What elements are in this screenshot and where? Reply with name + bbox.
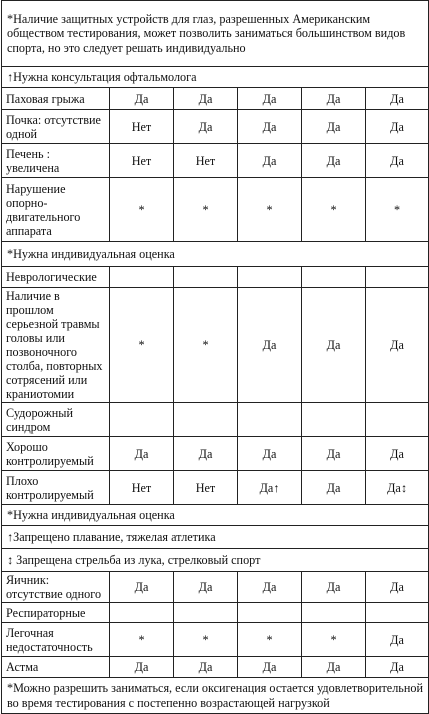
row-label: Нарушение опорно-двигательного аппарата: [2, 178, 110, 242]
table-cell: Да: [366, 288, 429, 403]
table-cell: [110, 603, 174, 623]
table-row: [2, 437, 429, 471]
table-cell: [110, 403, 174, 437]
table-cell: *: [238, 178, 302, 242]
row-label: Наличие в прошлом серьезной травмы головы или позвоночного столба, повторных сотрясений или краниотомии: [2, 288, 110, 403]
table-cell: Да: [174, 437, 238, 471]
table-cell: Да: [302, 657, 366, 678]
table-row: [2, 603, 429, 623]
table-cell: Да: [238, 144, 302, 178]
table-row: [2, 1, 429, 67]
table-row: [2, 678, 429, 714]
table-row: [2, 88, 429, 110]
table-cell: [302, 403, 366, 437]
note-text: ↕ Запрещена стрельба из лука, стрелковый спорт: [2, 549, 429, 572]
row-label: Хорошо контролируемый: [2, 437, 110, 471]
table-cell: Да: [238, 88, 302, 110]
table-cell: Да: [302, 288, 366, 403]
table-row: [2, 623, 429, 657]
table-cell: [174, 267, 238, 288]
table-row: [2, 505, 429, 526]
table-cell: [366, 403, 429, 437]
table-cell: *: [110, 178, 174, 242]
table-cell: Да: [238, 288, 302, 403]
row-label: Паховая грыжа: [2, 88, 110, 110]
table-row: [2, 403, 429, 437]
table-cell: Да: [302, 437, 366, 471]
table-cell: *: [238, 623, 302, 657]
table-cell: [238, 603, 302, 623]
table-cell: Да: [366, 437, 429, 471]
table-cell: Да: [366, 110, 429, 144]
table-cell: [302, 603, 366, 623]
table-cell: Да: [238, 437, 302, 471]
note-text: ↑Нужна консультация офтальмолога: [2, 67, 429, 88]
table-cell: *: [110, 288, 174, 403]
note-text: *Можно разрешить заниматься, если оксигенация остается удовлетворительной во время тестирования с постепенно возрастающей нагрузкой: [2, 678, 429, 714]
table-cell: Да: [366, 144, 429, 178]
table-row: [2, 110, 429, 144]
table-cell: Да: [238, 110, 302, 144]
table-cell: *: [302, 623, 366, 657]
table-row: [2, 657, 429, 678]
table-row: [2, 267, 429, 288]
table-row: [2, 242, 429, 267]
table-cell: Нет: [110, 471, 174, 505]
table-row: [2, 471, 429, 505]
table-cell: [238, 403, 302, 437]
table-cell: Да↕: [366, 471, 429, 505]
note-text: *Наличие защитных устройств для глаз, разрешенных Американским обществом тестирования, может позволить заниматься большинством видов спорта, но это следует решать индивидуально: [2, 1, 429, 67]
table-cell: Нет: [110, 144, 174, 178]
table-cell: *: [174, 288, 238, 403]
table-cell: *: [110, 623, 174, 657]
table-cell: *: [174, 623, 238, 657]
row-label: Печень : увеличена: [2, 144, 110, 178]
table-cell: Да: [110, 437, 174, 471]
table-cell: Да: [302, 144, 366, 178]
table-cell: Да: [366, 572, 429, 603]
table-cell: [238, 267, 302, 288]
table-cell: Да: [238, 657, 302, 678]
table-cell: *: [302, 178, 366, 242]
table-cell: Да: [302, 110, 366, 144]
row-label: Легочная недостаточность: [2, 623, 110, 657]
table-row: [2, 526, 429, 549]
table-cell: Да: [366, 657, 429, 678]
table-cell: Да: [174, 657, 238, 678]
table-cell: [110, 267, 174, 288]
row-label: Яичник: отсутствие одного: [2, 572, 110, 603]
note-text: *Нужна индивидуальная оценка: [2, 505, 429, 526]
table-cell: Нет: [110, 110, 174, 144]
table-row: [2, 572, 429, 603]
row-label: Почка: отсутствие одной: [2, 110, 110, 144]
row-label: Судорожный синдром: [2, 403, 110, 437]
table-cell: *: [174, 178, 238, 242]
table-cell: Да: [110, 572, 174, 603]
table-cell: Да: [174, 572, 238, 603]
table-row: [2, 67, 429, 88]
table-cell: Да: [110, 88, 174, 110]
table-row: [2, 178, 429, 242]
table-cell: [366, 267, 429, 288]
row-label: Респираторные: [2, 603, 110, 623]
table-cell: Да: [302, 471, 366, 505]
table-cell: Да: [366, 88, 429, 110]
table-cell: Да↑: [238, 471, 302, 505]
table-row: [2, 288, 429, 403]
row-label: Неврологические: [2, 267, 110, 288]
row-label: Плохо контролируемый: [2, 471, 110, 505]
table-cell: Да: [174, 110, 238, 144]
row-label: Астма: [2, 657, 110, 678]
table-cell: Да: [302, 572, 366, 603]
table-cell: Нет: [174, 471, 238, 505]
sports-eligibility-table: [1, 0, 429, 714]
table-cell: Да: [174, 88, 238, 110]
table-cell: Да: [238, 572, 302, 603]
table-cell: *: [366, 178, 429, 242]
table-cell: Да: [366, 623, 429, 657]
table-row: [2, 549, 429, 572]
table-cell: [174, 403, 238, 437]
table-cell: Да: [302, 88, 366, 110]
table-cell: [174, 603, 238, 623]
table-cell: Да: [110, 657, 174, 678]
note-text: ↑Запрещено плавание, тяжелая атлетика: [2, 526, 429, 549]
table-row: [2, 144, 429, 178]
table-cell: [302, 267, 366, 288]
table-cell: Нет: [174, 144, 238, 178]
note-text: *Нужна индивидуальная оценка: [2, 242, 429, 267]
table-cell: [366, 603, 429, 623]
